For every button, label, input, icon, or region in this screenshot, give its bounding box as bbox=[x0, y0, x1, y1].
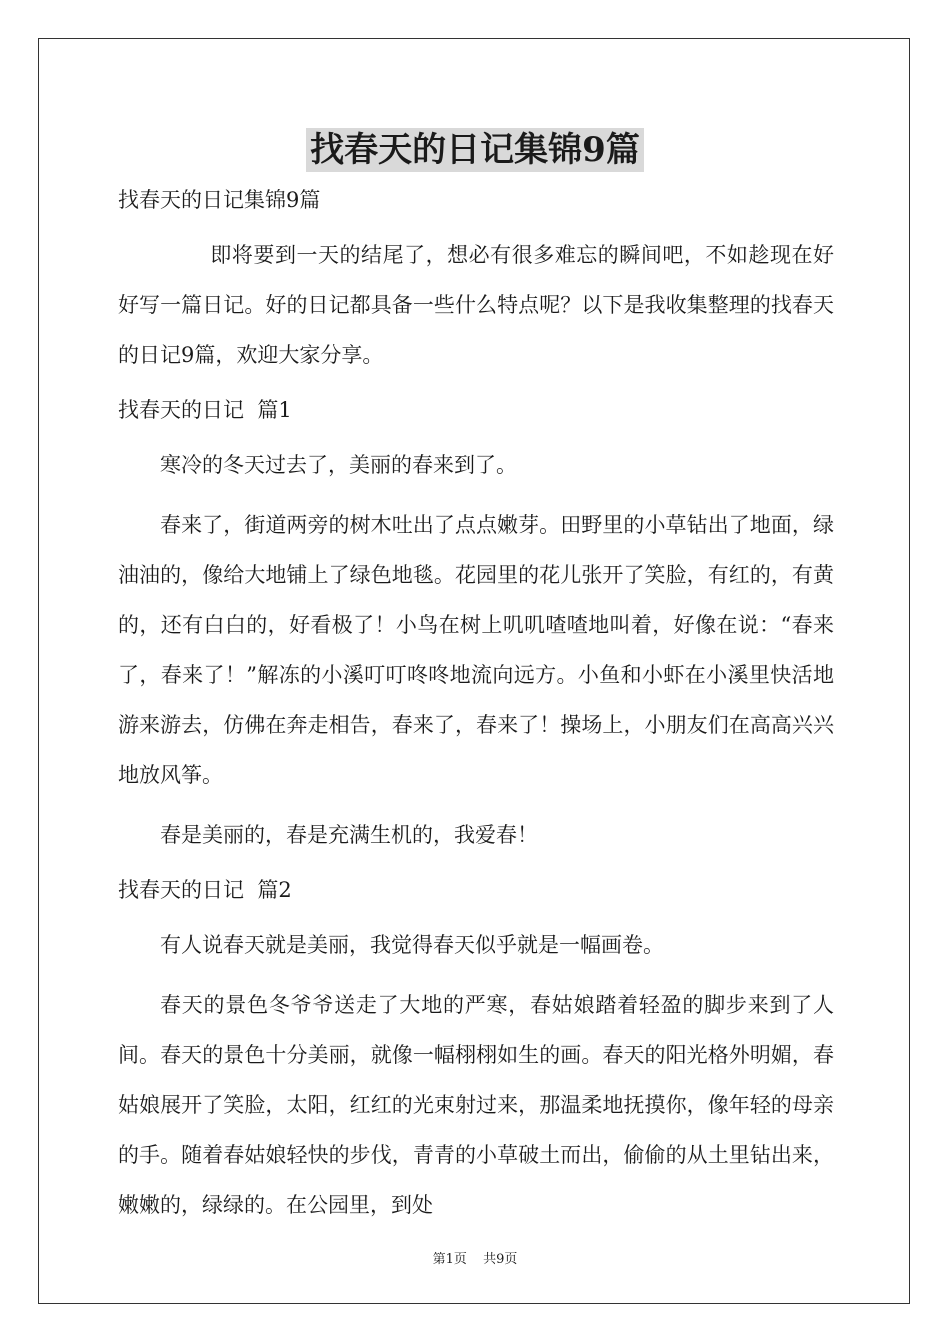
document-body bbox=[118, 180, 834, 1240]
intro-paragraph: 即将要到一天的结尾了，想必有很多难忘的瞬间吧，不如趁现在好好写一篇日记。好的日记都具备一些什么特点呢？以下是我收集整理的找春天的日记9篇，欢迎大家分享。 bbox=[118, 243, 834, 367]
document-title: 找春天的日记集锦9篇 bbox=[306, 128, 644, 172]
section-2-paragraph-1: 有人说春天就是美丽，我觉得春天似乎就是一幅画卷。 bbox=[160, 933, 664, 957]
page-total: 共9页 bbox=[483, 1252, 518, 1267]
section-2-paragraph-2: 春天的景色冬爷爷送走了大地的严寒，春姑娘踏着轻盈的脚步来到了人间。春天的景色十分美丽，就像一幅栩栩如生的画。春天的阳光格外明媚，春姑娘展开了笑脸，太阳，红红的光束射过来，那温柔地抚摸你，像年轻的母亲的手。随着春姑娘轻快的步伐，青青的小草破土而出，偷偷的从土里钻出来，嫩嫩的，绿绿的。在公园里，到处 bbox=[118, 993, 834, 1217]
section-1-paragraph-3: 春是美丽的，春是充满生机的，我爱春！ bbox=[160, 823, 538, 847]
document-subtitle: 找春天的日记集锦9篇 bbox=[118, 188, 321, 212]
section-heading-2: 找春天的日记 篇2 bbox=[118, 878, 292, 902]
section-1-paragraph-2: 春来了，街道两旁的树木吐出了点点嫩芽。田野里的小草钻出了地面，绿油油的，像给大地铺上了绿色地毯。花园里的花儿张开了笑脸，有红的，有黄的，还有白白的，好看极了！小鸟在树上叽叽喳喳地叫着，好像在说：“春来了，春来了！”解冻的小溪叮叮咚咚地流向远方。小鱼和小虾在小溪里快活地游来游去，仿佛在奔走相告，春来了，春来了！操场上，小朋友们在高高兴兴地放风筝。 bbox=[118, 513, 834, 787]
section-1-paragraph-1: 寒冷的冬天过去了，美丽的春来到了。 bbox=[160, 453, 517, 477]
section-heading-1: 找春天的日记 篇1 bbox=[118, 398, 292, 422]
title-wrap bbox=[0, 128, 950, 172]
page-footer bbox=[0, 1248, 950, 1267]
page-number: 第1页 bbox=[432, 1252, 467, 1267]
